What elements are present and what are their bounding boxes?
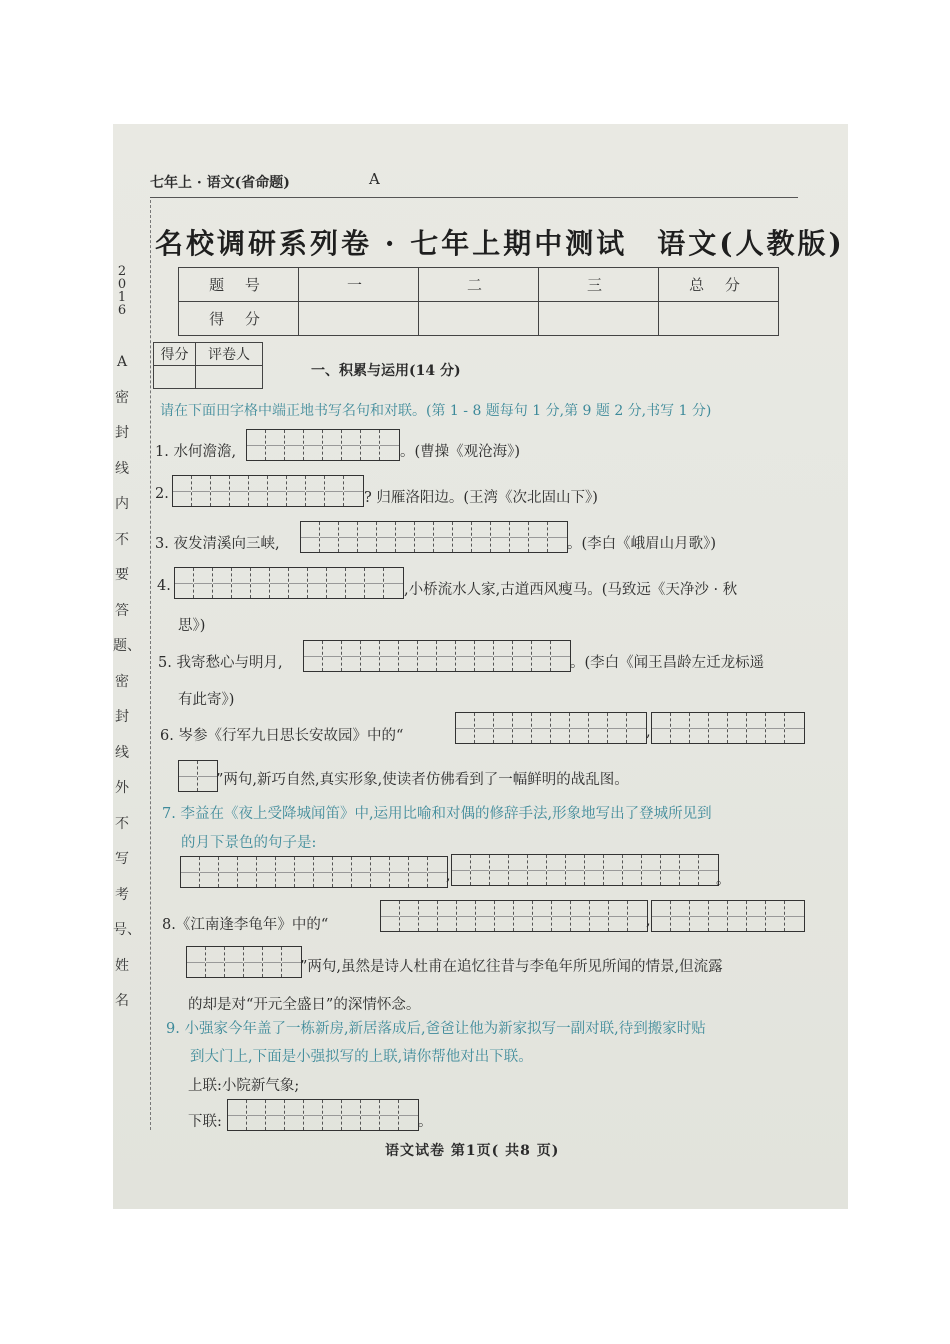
answer-cell[interactable] xyxy=(552,901,571,931)
q9-text-cont: 到大门上,下面是小强拟写的上联,请你帮他对出下联。 xyxy=(190,1049,533,1065)
answer-cell[interactable] xyxy=(263,947,282,977)
answer-cell[interactable] xyxy=(608,713,627,743)
answer-cell[interactable] xyxy=(456,713,475,743)
q3-prefix: 3. 夜发清溪向三峡, xyxy=(155,536,280,552)
reviewer-label: 评卷人 xyxy=(196,343,263,366)
answer-cell[interactable] xyxy=(472,522,491,552)
answer-cell[interactable] xyxy=(301,522,320,552)
reviewer-input[interactable] xyxy=(196,366,263,389)
answer-cell[interactable] xyxy=(533,901,552,931)
answer-grid[interactable] xyxy=(172,475,364,507)
answer-cell[interactable] xyxy=(304,430,323,460)
q4-number: 4. xyxy=(157,578,171,594)
answer-cell[interactable] xyxy=(342,430,361,460)
score-input-cell[interactable] xyxy=(299,302,419,336)
answer-cell[interactable] xyxy=(491,522,510,552)
score-cell: 题 号 xyxy=(179,268,299,302)
answer-grid[interactable] xyxy=(227,1099,419,1131)
answer-cell[interactable] xyxy=(532,641,551,671)
answer-cell[interactable] xyxy=(181,857,200,887)
answer-cell[interactable] xyxy=(327,568,346,598)
answer-cell[interactable] xyxy=(232,568,251,598)
comma: , xyxy=(446,868,451,884)
q1-suffix: 。(曹操《观沧海》) xyxy=(400,444,521,460)
answer-cell[interactable] xyxy=(437,641,456,671)
answer-cell[interactable] xyxy=(390,857,409,887)
answer-cell[interactable] xyxy=(304,1100,323,1130)
answer-cell[interactable] xyxy=(452,855,471,885)
answer-cell[interactable] xyxy=(266,430,285,460)
answer-cell[interactable] xyxy=(747,713,766,743)
header-divider xyxy=(150,197,798,198)
answer-cell[interactable] xyxy=(266,1100,285,1130)
score-table-header-row xyxy=(179,268,779,302)
answer-cell[interactable] xyxy=(198,761,217,791)
answer-cell[interactable] xyxy=(766,901,785,931)
header-tag: 七年上 · 语文(省命题) xyxy=(150,175,290,191)
answer-grid[interactable] xyxy=(174,567,404,599)
answer-cell[interactable] xyxy=(282,947,301,977)
answer-cell[interactable] xyxy=(680,855,699,885)
answer-cell[interactable] xyxy=(304,641,323,671)
comma: , xyxy=(646,913,651,929)
answer-cell[interactable] xyxy=(289,568,308,598)
answer-cell[interactable] xyxy=(287,476,306,506)
answer-cell[interactable] xyxy=(456,641,475,671)
answer-cell[interactable] xyxy=(399,1100,418,1130)
answer-cell[interactable] xyxy=(642,855,661,885)
answer-cell[interactable] xyxy=(270,568,289,598)
q9-text: 9. 小强家今年盖了一栋新房,新居落成后,爸爸让他为新家拟写一副对联,待到搬家时贴 xyxy=(166,1021,706,1037)
answer-cell[interactable] xyxy=(384,568,403,598)
answer-cell[interactable] xyxy=(194,568,213,598)
answer-cell[interactable] xyxy=(325,476,344,506)
answer-cell[interactable] xyxy=(361,641,380,671)
answer-cell[interactable] xyxy=(627,713,646,743)
answer-cell[interactable] xyxy=(551,713,570,743)
answer-cell[interactable] xyxy=(671,713,690,743)
answer-cell[interactable] xyxy=(709,713,728,743)
answer-cell[interactable] xyxy=(251,568,270,598)
answer-cell[interactable] xyxy=(400,901,419,931)
answer-cell[interactable] xyxy=(438,901,457,931)
answer-cell[interactable] xyxy=(306,476,325,506)
q2-number: 2. xyxy=(155,486,169,502)
q8-suffix: ”两句,虽然是诗人杜甫在追忆往昔与李龟年所见所闻的情景,但流露 xyxy=(300,959,723,975)
answer-grid[interactable] xyxy=(303,640,571,672)
answer-cell[interactable] xyxy=(238,857,257,887)
page-title: 名校调研系列卷 · 七年上期中测试 语文(人教版) xyxy=(155,227,845,260)
q2-suffix: ? 归雁洛阳边。(王湾《次北固山下》) xyxy=(364,490,598,506)
answer-cell[interactable] xyxy=(471,855,490,885)
q1-prefix: 1. 水何澹澹, xyxy=(155,444,237,460)
answer-cell[interactable] xyxy=(709,901,728,931)
answer-cell[interactable] xyxy=(358,522,377,552)
answer-cell[interactable] xyxy=(377,522,396,552)
page-footer: 语文试卷 第1页( 共8 页) xyxy=(385,1143,560,1159)
score-cell: 得 分 xyxy=(179,302,299,336)
comma: , xyxy=(646,724,651,740)
answer-grid[interactable] xyxy=(246,429,400,461)
reviewer-box xyxy=(153,342,263,389)
answer-cell[interactable] xyxy=(418,641,437,671)
answer-cell[interactable] xyxy=(361,430,380,460)
answer-cell[interactable] xyxy=(365,568,384,598)
score-table-score-row xyxy=(179,302,779,336)
answer-cell[interactable] xyxy=(361,1100,380,1130)
q7-text-cont: 的月下景色的句子是: xyxy=(181,835,317,851)
score-input-cell[interactable] xyxy=(659,302,779,336)
score-cell: 三 xyxy=(539,268,659,302)
q4-suffix: ,小桥流水人家,古道西风瘦马。(马致远《天净沙 · 秋 xyxy=(404,582,738,598)
answer-cell[interactable] xyxy=(323,641,342,671)
answer-cell[interactable] xyxy=(475,641,494,671)
answer-cell[interactable] xyxy=(285,430,304,460)
answer-cell[interactable] xyxy=(494,713,513,743)
score-table xyxy=(178,267,779,336)
answer-cell[interactable] xyxy=(230,476,249,506)
answer-cell[interactable] xyxy=(371,857,390,887)
answer-cell[interactable] xyxy=(419,901,438,931)
answer-cell[interactable] xyxy=(323,430,342,460)
answer-cell[interactable] xyxy=(396,522,415,552)
q9-upper-couplet: 上联:小院新气象; xyxy=(188,1078,300,1094)
answer-cell[interactable] xyxy=(380,430,399,460)
answer-cell[interactable] xyxy=(409,857,428,887)
answer-cell[interactable] xyxy=(785,901,804,931)
instruction: 请在下面田字格中端正地书写名句和对联。(第 1 - 8 题每句 1 分,第 9 题 2 分,书写 1 分) xyxy=(160,403,712,419)
answer-cell[interactable] xyxy=(257,857,276,887)
answer-cell[interactable] xyxy=(320,522,339,552)
answer-cell[interactable] xyxy=(509,855,528,885)
answer-cell[interactable] xyxy=(285,1100,304,1130)
answer-cell[interactable] xyxy=(529,522,548,552)
answer-cell[interactable] xyxy=(571,901,590,931)
answer-cell[interactable] xyxy=(528,855,547,885)
answer-cell[interactable] xyxy=(192,476,211,506)
answer-cell[interactable] xyxy=(590,901,609,931)
answer-cell[interactable] xyxy=(175,568,194,598)
answer-cell[interactable] xyxy=(548,522,567,552)
answer-cell[interactable] xyxy=(609,901,628,931)
answer-cell[interactable] xyxy=(314,857,333,887)
q5-prefix: 5. 我寄愁心与明月, xyxy=(158,655,283,671)
q8-prefix: 8.《江南逢李龟年》中的“ xyxy=(162,917,329,933)
answer-grid[interactable] xyxy=(300,521,568,553)
answer-cell[interactable] xyxy=(415,522,434,552)
answer-cell[interactable] xyxy=(690,713,709,743)
answer-cell[interactable] xyxy=(652,713,671,743)
page-subtitle: 语文(人教版) xyxy=(657,227,845,260)
answer-cell[interactable] xyxy=(510,522,529,552)
answer-cell[interactable] xyxy=(490,855,509,885)
answer-grid[interactable] xyxy=(651,712,805,744)
answer-grid[interactable] xyxy=(451,854,719,886)
answer-cell[interactable] xyxy=(399,641,418,671)
score-cell: 二 xyxy=(419,268,539,302)
answer-cell[interactable] xyxy=(295,857,314,887)
answer-cell[interactable] xyxy=(547,855,566,885)
answer-cell[interactable] xyxy=(728,713,747,743)
answer-cell[interactable] xyxy=(342,641,361,671)
answer-cell[interactable] xyxy=(213,568,232,598)
answer-cell[interactable] xyxy=(268,476,287,506)
answer-cell[interactable] xyxy=(766,713,785,743)
answer-cell[interactable] xyxy=(211,476,230,506)
answer-cell[interactable] xyxy=(747,901,766,931)
answer-cell[interactable] xyxy=(346,568,365,598)
answer-cell[interactable] xyxy=(339,522,358,552)
answer-cell[interactable] xyxy=(333,857,352,887)
answer-cell[interactable] xyxy=(570,713,589,743)
answer-cell[interactable] xyxy=(173,476,192,506)
answer-cell[interactable] xyxy=(513,641,532,671)
answer-cell[interactable] xyxy=(475,713,494,743)
answer-cell[interactable] xyxy=(604,855,623,885)
score-input-cell[interactable] xyxy=(539,302,659,336)
answer-cell[interactable] xyxy=(179,761,198,791)
answer-cell[interactable] xyxy=(494,641,513,671)
answer-cell[interactable] xyxy=(323,1100,342,1130)
answer-grid[interactable] xyxy=(651,900,805,932)
score-cell: 总 分 xyxy=(659,268,779,302)
answer-cell[interactable] xyxy=(785,713,804,743)
answer-cell[interactable] xyxy=(225,947,244,977)
side-seal-notice: A密封线内不要答题、密封线外不写考号、姓名 xyxy=(113,354,141,1009)
score-cell: 一 xyxy=(299,268,419,302)
answer-cell[interactable] xyxy=(244,947,263,977)
answer-cell[interactable] xyxy=(495,901,514,931)
q4-continuation: 思》) xyxy=(178,618,206,634)
answer-cell[interactable] xyxy=(352,857,371,887)
answer-cell[interactable] xyxy=(628,901,647,931)
answer-cell[interactable] xyxy=(652,901,671,931)
q8-continuation: 的却是对“开元全盛日”的深情怀念。 xyxy=(188,997,421,1013)
answer-cell[interactable] xyxy=(380,641,399,671)
answer-cell[interactable] xyxy=(551,641,570,671)
answer-grid[interactable] xyxy=(380,900,648,932)
answer-cell[interactable] xyxy=(476,901,495,931)
header-version: A xyxy=(369,170,380,188)
q6-prefix: 6. 岑参《行军九日思长安故园》中的“ xyxy=(160,728,404,744)
answer-cell[interactable] xyxy=(532,713,551,743)
q7-text: 7. 李益在《夜上受降城闻笛》中,运用比喻和对偶的修辞手法,形象地写出了登城所见到 xyxy=(162,806,712,822)
answer-cell[interactable] xyxy=(187,947,206,977)
answer-cell[interactable] xyxy=(690,901,709,931)
answer-cell[interactable] xyxy=(219,857,238,887)
answer-grid[interactable] xyxy=(178,760,218,792)
seal-line xyxy=(150,200,151,1130)
q3-suffix: 。(李白《峨眉山月歌》) xyxy=(567,536,717,552)
answer-cell[interactable] xyxy=(513,713,532,743)
answer-cell[interactable] xyxy=(228,1100,247,1130)
answer-grid[interactable] xyxy=(186,946,302,978)
answer-cell[interactable] xyxy=(514,901,533,931)
answer-grid[interactable] xyxy=(455,712,647,744)
answer-cell[interactable] xyxy=(247,430,266,460)
answer-cell[interactable] xyxy=(585,855,604,885)
answer-cell[interactable] xyxy=(249,476,268,506)
answer-cell[interactable] xyxy=(566,855,585,885)
q5-suffix: 。(李白《闻王昌龄左迁龙标遥 xyxy=(570,655,765,671)
answer-cell[interactable] xyxy=(623,855,642,885)
answer-cell[interactable] xyxy=(671,901,690,931)
answer-cell[interactable] xyxy=(661,855,680,885)
answer-cell[interactable] xyxy=(728,901,747,931)
answer-cell[interactable] xyxy=(434,522,453,552)
answer-grid[interactable] xyxy=(180,856,448,888)
q6-suffix: ”两句,新巧自然,真实形象,使读者仿佛看到了一幅鲜明的战乱图。 xyxy=(216,772,629,788)
section-title: 一、积累与运用(14 分) xyxy=(311,363,461,379)
answer-cell[interactable] xyxy=(381,901,400,931)
answer-cell[interactable] xyxy=(206,947,225,977)
answer-cell[interactable] xyxy=(380,1100,399,1130)
answer-cell[interactable] xyxy=(457,901,476,931)
answer-cell[interactable] xyxy=(308,568,327,598)
answer-cell[interactable] xyxy=(276,857,295,887)
period: 。 xyxy=(418,1114,433,1130)
period: 。 xyxy=(716,872,731,888)
answer-cell[interactable] xyxy=(453,522,472,552)
score-input-cell[interactable] xyxy=(419,302,539,336)
reviewer-score-input[interactable] xyxy=(154,366,196,389)
answer-cell[interactable] xyxy=(200,857,219,887)
answer-cell[interactable] xyxy=(428,857,447,887)
reviewer-score-label: 得分 xyxy=(154,343,196,366)
q5-continuation: 有此寄》) xyxy=(178,692,235,708)
q9-lower-label: 下联: xyxy=(188,1114,222,1130)
side-year: 2016 xyxy=(117,264,127,318)
answer-cell[interactable] xyxy=(344,476,363,506)
answer-cell[interactable] xyxy=(589,713,608,743)
answer-cell[interactable] xyxy=(247,1100,266,1130)
answer-cell[interactable] xyxy=(342,1100,361,1130)
